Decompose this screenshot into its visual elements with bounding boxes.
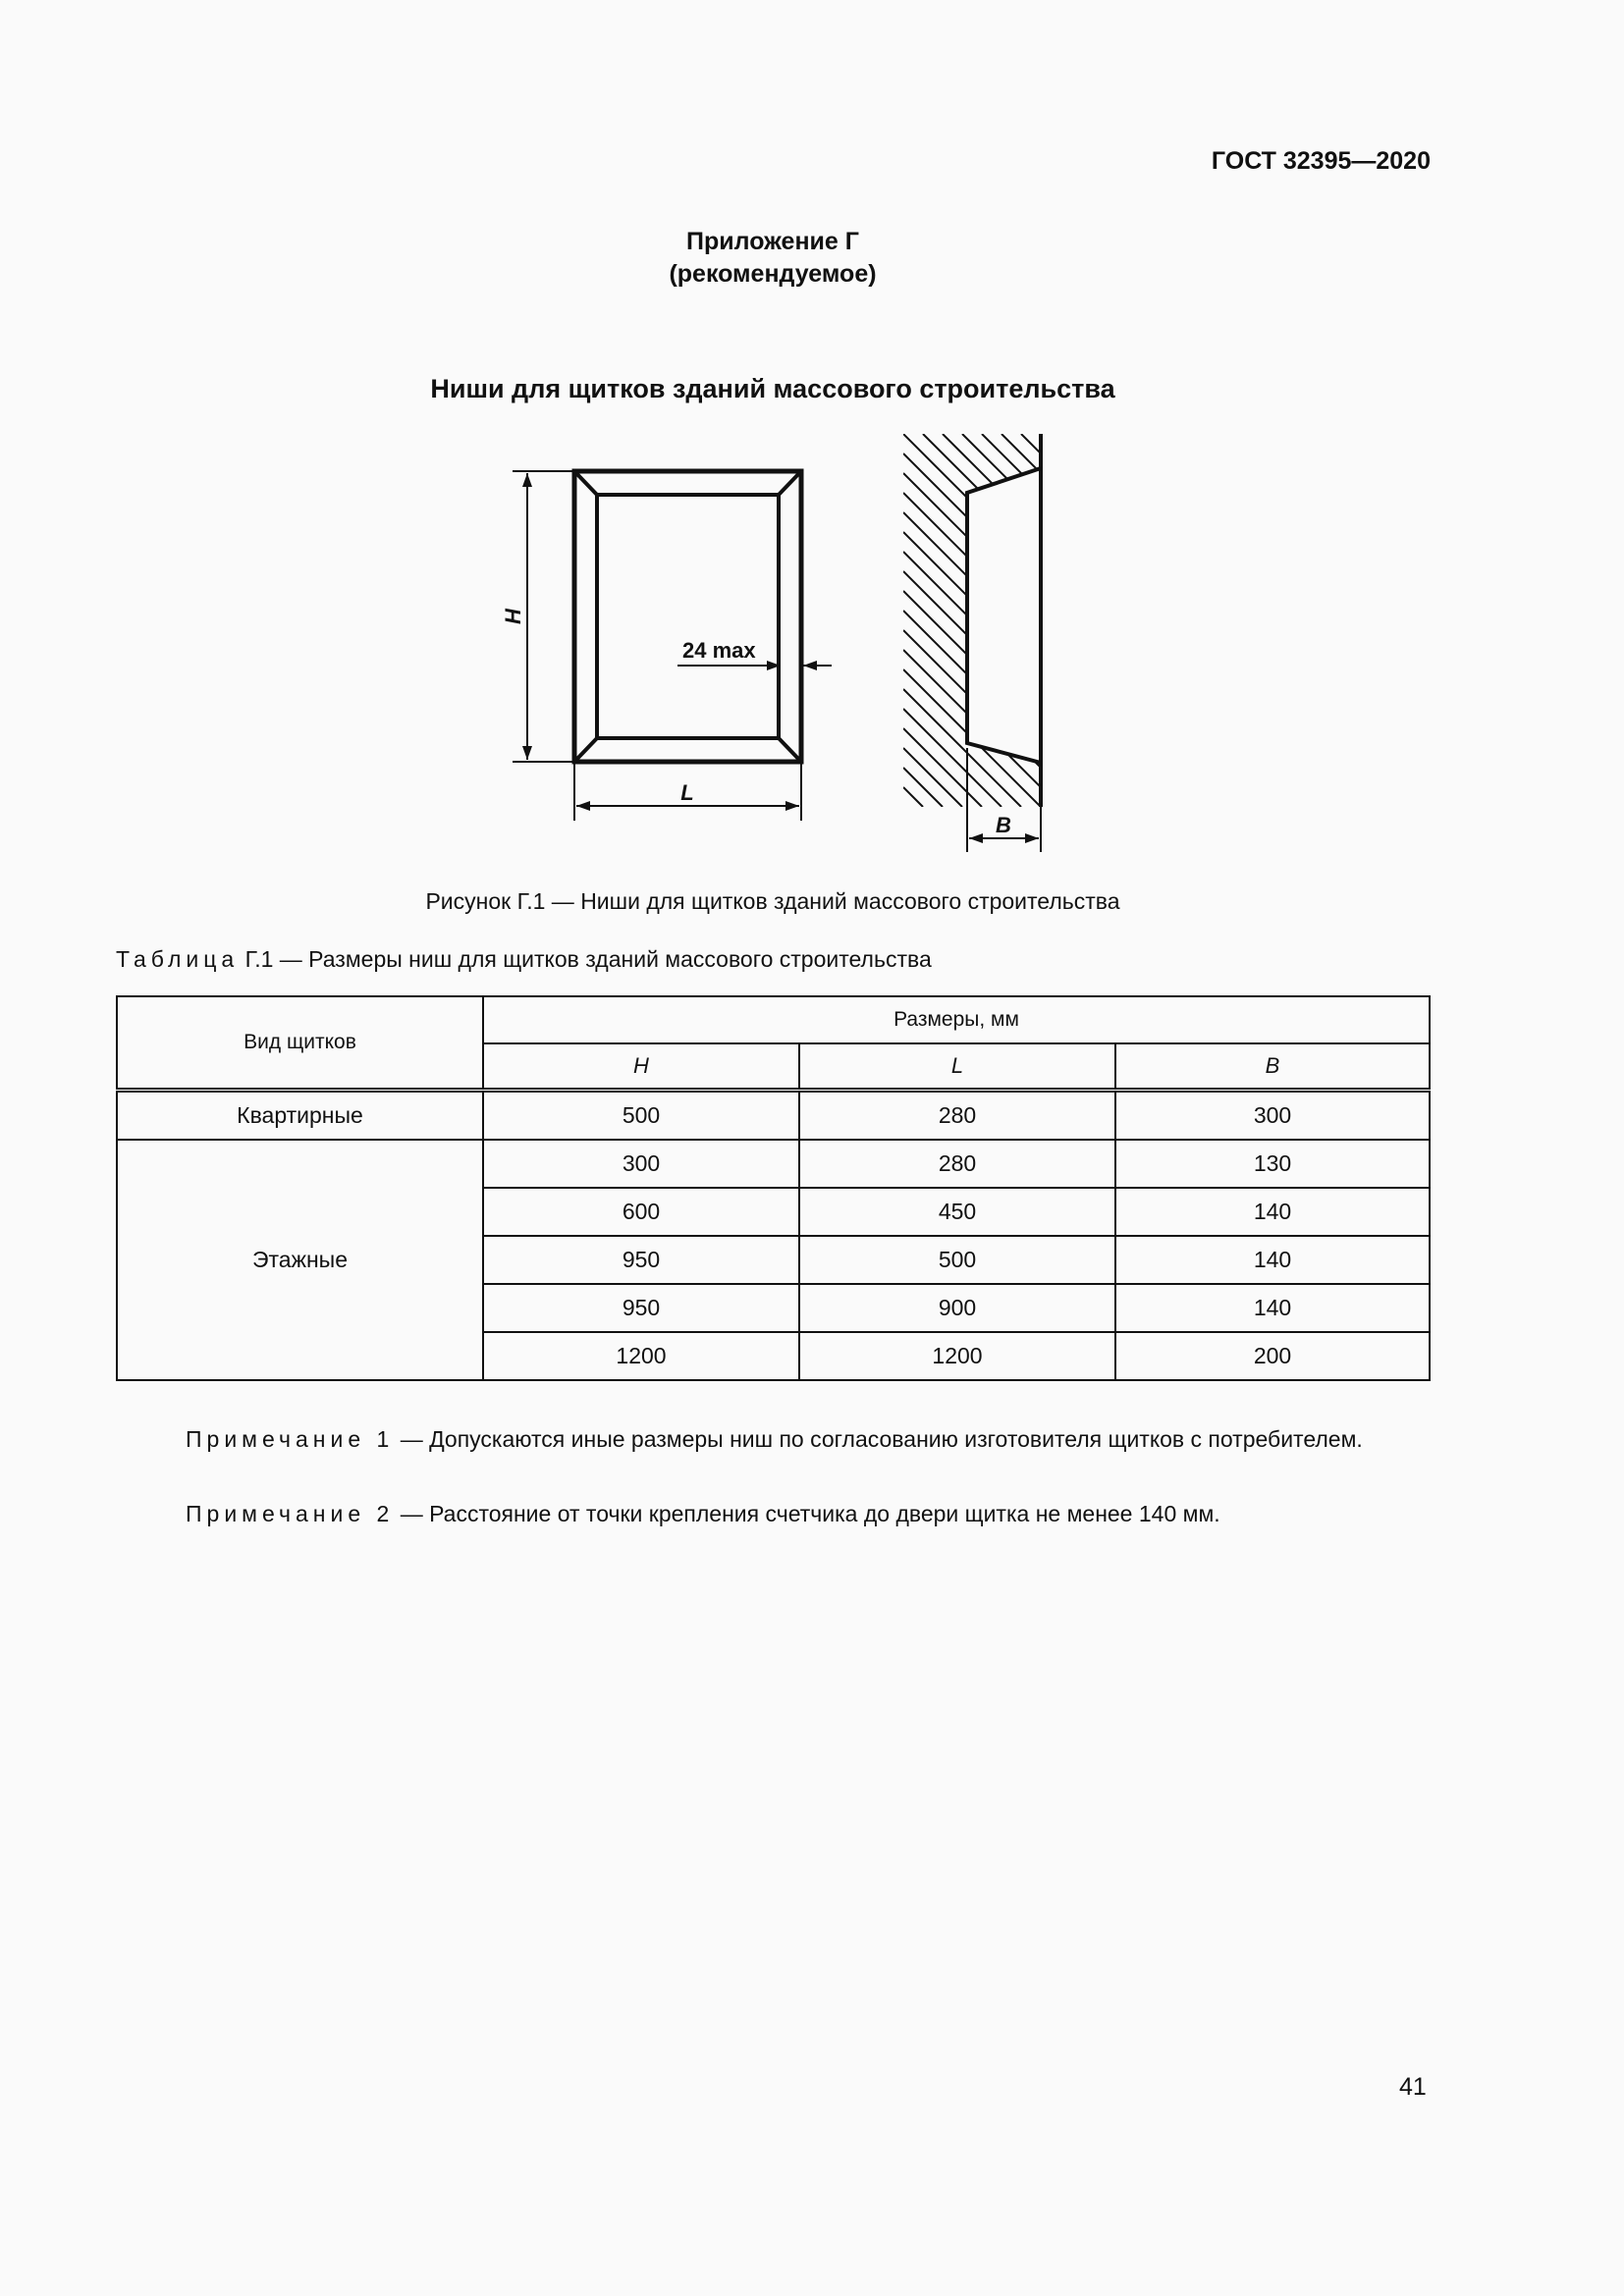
document-code: ГОСТ 32395—2020 <box>1211 147 1431 175</box>
cell-l: 500 <box>799 1236 1115 1284</box>
row-group-label: Квартирные <box>117 1091 483 1141</box>
note-2 <box>116 1498 1431 1529</box>
note-2-label: Примечание 2 <box>186 1501 395 1526</box>
cell-b: 200 <box>1115 1332 1430 1380</box>
max-label: 24 max <box>682 638 756 663</box>
cell-h: 950 <box>483 1236 799 1284</box>
cell-l: 280 <box>799 1091 1115 1141</box>
depth-label: B <box>996 813 1011 837</box>
table-row <box>117 1091 1430 1141</box>
header-h: H <box>483 1043 799 1091</box>
cell-l: 450 <box>799 1188 1115 1236</box>
note-1-text: — Допускаются иные размеры ниш по согласованию изготовителя щитков с потребителем. <box>394 1426 1363 1452</box>
cell-l: 900 <box>799 1284 1115 1332</box>
table-caption-text: Г.1 — Размеры ниш для щитков зданий массового строительства <box>239 946 932 972</box>
header-b: B <box>1115 1043 1430 1091</box>
annex-subtitle: (рекомендуемое) <box>669 260 877 288</box>
header-l: L <box>799 1043 1115 1091</box>
length-label: L <box>680 780 694 805</box>
niche-inner-frame <box>597 495 779 738</box>
niche-outer-frame <box>574 471 801 762</box>
niche-figure <box>491 424 1080 856</box>
cell-b: 130 <box>1115 1140 1430 1188</box>
annex-title: Приложение Г <box>686 228 859 255</box>
annex-heading <box>0 226 1545 291</box>
cell-h: 1200 <box>483 1332 799 1380</box>
height-label: H <box>501 609 525 624</box>
cell-l: 1200 <box>799 1332 1115 1380</box>
figure-caption: Рисунок Г.1 — Ниши для щитков зданий массового строительства <box>425 888 1120 914</box>
table-row <box>117 1140 1430 1188</box>
cell-l: 280 <box>799 1140 1115 1188</box>
table-caption-label: Таблица <box>116 946 240 972</box>
cell-b: 140 <box>1115 1236 1430 1284</box>
row-group-label: Этажные <box>117 1140 483 1380</box>
header-type: Вид щитков <box>117 996 483 1091</box>
cell-h: 300 <box>483 1140 799 1188</box>
page-number: 41 <box>1399 2073 1427 2101</box>
cell-h: 600 <box>483 1188 799 1236</box>
cell-b: 140 <box>1115 1284 1430 1332</box>
cell-h: 500 <box>483 1091 799 1141</box>
niche-size-table <box>116 995 1431 1381</box>
front-view <box>574 471 801 762</box>
note-1-label: Примечание 1 <box>186 1426 395 1452</box>
note-2-text: — Расстояние от точки крепления счетчика до двери щитка не менее 140 мм. <box>394 1501 1220 1526</box>
table-caption <box>116 946 932 973</box>
note-1 <box>116 1423 1431 1455</box>
page-title: Ниши для щитков зданий массового строительства <box>430 374 1115 403</box>
cell-h: 950 <box>483 1284 799 1332</box>
cell-b: 300 <box>1115 1091 1430 1141</box>
header-sizes: Размеры, мм <box>483 996 1430 1043</box>
section-view <box>903 434 1080 852</box>
cell-b: 140 <box>1115 1188 1430 1236</box>
